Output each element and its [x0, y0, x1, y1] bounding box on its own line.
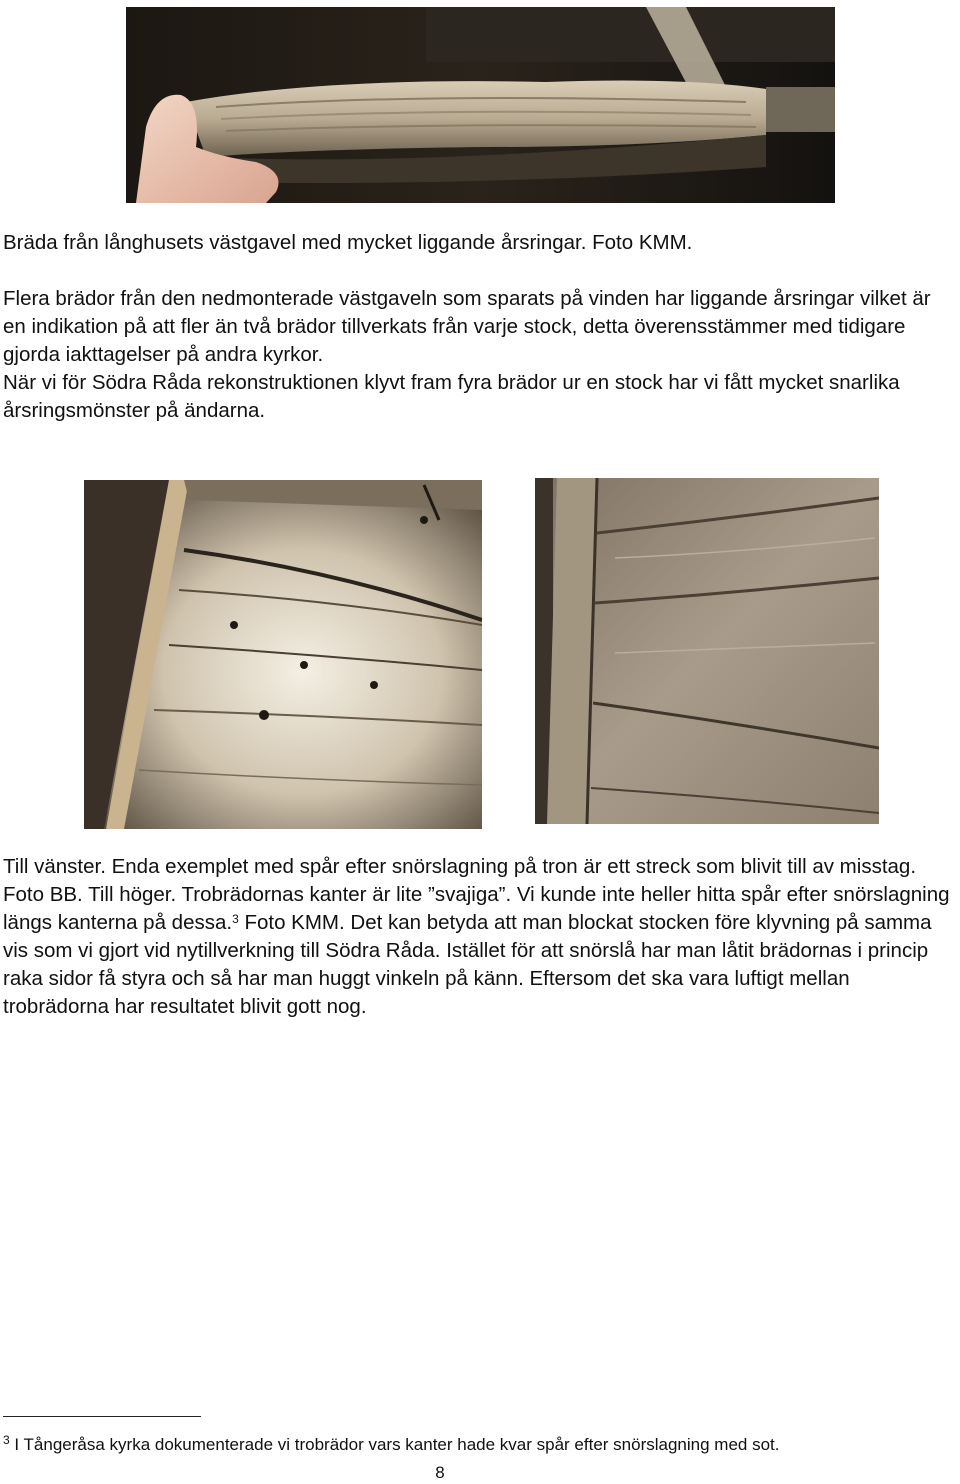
paragraph-text: När vi för Södra Råda rekonstruktionen klyvt fram fyra brädor ur en stock har vi fått mycket snarlika årsringsmönster på ändarna.: [3, 371, 900, 422]
paragraph-text: Till vänster. Enda exemplet med spår efter snörslagning på tron är ett streck som blivit till av misstag. Foto BB. Till höger. Trobrädornas kanter är lite ”svajiga”. Vi kunde inte heller hitta spår efter snörslagning längs kanterna på dessa.: [3, 855, 950, 934]
photo-board-end-grain: [126, 7, 835, 203]
body-paragraph: [3, 285, 958, 425]
footnote-reference[interactable]: 3: [232, 912, 239, 926]
photo-caption: Bräda från långhusets västgavel med mycket liggande årsringar. Foto KMM.: [3, 231, 693, 254]
paragraph-text: Flera brädor från den nedmonterade västgaveln som sparats på vinden har liggande årsringar vilket är en indikation på att fler än två brädor tillverkats från varje stock, detta överensstämmer med tidigare gjorda iakttagelser på andra kyrkor.: [3, 287, 931, 366]
paragraph-text: Foto KMM. Det kan betyda att man blockat stocken före klyvning på samma vis som vi gjort vid nytillverkning till Södra Råda. Istället för att snörslå har man låtit brädornas i princip raka sidor få styra och så har man huggt vinkeln på känn. Eftersom det ska vara luftigt mellan trobrädorna har resultatet blivit gott nog.: [3, 911, 932, 1018]
footnote-marker: 3: [3, 1433, 10, 1447]
body-paragraph: [3, 853, 958, 1021]
photo-tron-boards-left: [84, 480, 482, 829]
footnote: [3, 1434, 780, 1456]
footnote-separator: [3, 1416, 201, 1417]
page-number: 8: [435, 1463, 445, 1482]
footnote-text: I Tångeråsa kyrka dokumenterade vi trobrädor vars kanter hade kvar spår efter snörslagning med sot.: [9, 1435, 780, 1454]
photo-tron-boards-right: [535, 478, 879, 824]
